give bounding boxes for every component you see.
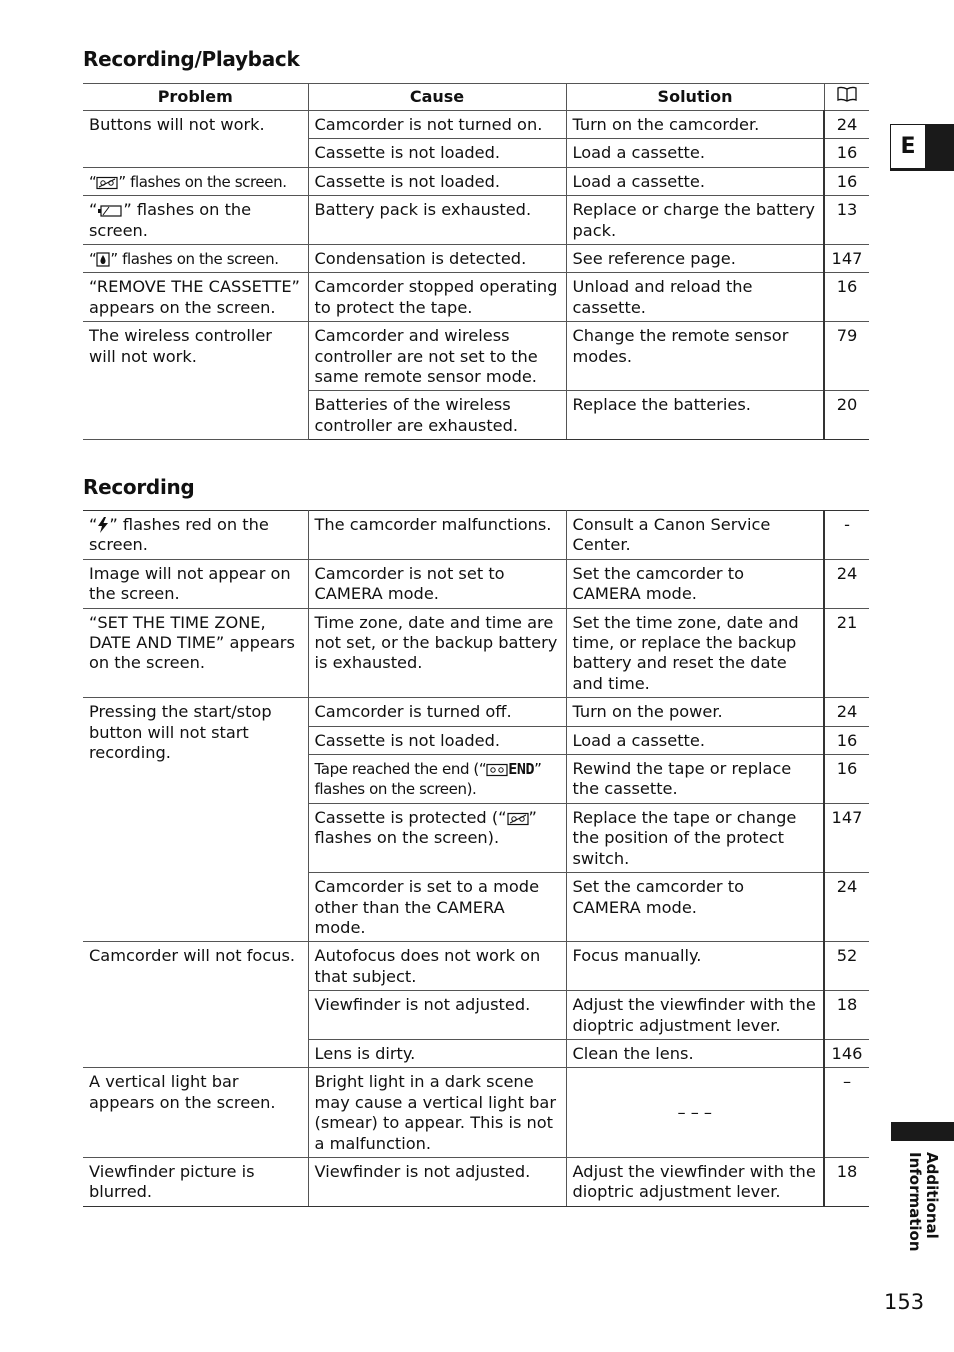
section-tab-bar — [891, 1122, 954, 1141]
cassette-icon — [486, 763, 508, 777]
cause-cell: Autofocus does not work on that subject. — [308, 942, 566, 991]
table-row — [83, 511, 869, 560]
problem-cell: “SET THE TIME ZONE, DATE AND TIME” appears on the screen. — [83, 608, 308, 698]
table-row — [83, 322, 869, 391]
solution-cell: See reference page. — [566, 245, 824, 273]
cause-cell: Batteries of the wireless controller are exhausted. — [308, 391, 566, 440]
header-cause: Cause — [308, 84, 566, 111]
page-number: 153 — [884, 1290, 925, 1314]
page-cell: 24 — [824, 111, 869, 139]
cause-cell: Battery pack is exhausted. — [308, 196, 566, 245]
recording-table — [83, 510, 869, 1207]
problem-cell — [83, 511, 308, 560]
cause-cell: Camcorder is not turned on. — [308, 111, 566, 139]
book-icon — [836, 86, 858, 102]
solution-cell: Set the camcorder to CAMERA mode. — [566, 873, 824, 942]
problem-cell — [83, 245, 308, 273]
problem-cell: Viewfinder picture is blurred. — [83, 1157, 308, 1206]
table-row — [83, 1068, 869, 1158]
solution-cell: Replace the tape or change the position of the protect switch. — [566, 803, 824, 872]
cause-cell: Condensation is detected. — [308, 245, 566, 273]
page-cell: 79 — [824, 322, 869, 391]
header-page — [824, 84, 869, 111]
page-cell: 24 — [824, 559, 869, 608]
cause-cell — [308, 755, 566, 804]
problem-cell: Camcorder will not focus. — [83, 942, 308, 1068]
cause-cell: Cassette is not loaded. — [308, 139, 566, 167]
condensation-icon — [96, 252, 110, 267]
page-cell: 16 — [824, 273, 869, 322]
table-row — [83, 698, 869, 726]
problem-cell: The wireless controller will not work. — [83, 322, 308, 440]
table-row — [83, 1157, 869, 1206]
section-title-recording: Recording — [83, 475, 195, 499]
page-cell: 20 — [824, 391, 869, 440]
cause-text-post: ” flashes on the screen). — [314, 807, 537, 848]
table-row — [83, 196, 869, 245]
problem-text-post: ” flashes red on the screen. — [89, 515, 269, 555]
problem-text-pre: “ — [89, 172, 97, 191]
page-cell: 52 — [824, 942, 869, 991]
table-row — [83, 111, 869, 139]
header-solution: Solution — [566, 84, 824, 111]
problem-cell: “REMOVE THE CASSETTE” appears on the screen. — [83, 273, 308, 322]
solution-cell: Clean the lens. — [566, 1039, 824, 1067]
solution-cell: Load a cassette. — [566, 167, 824, 195]
end-indicator: END — [508, 760, 535, 779]
solution-cell: Adjust the viewfinder with the dioptric adjustment lever. — [566, 991, 824, 1040]
solution-cell: Load a cassette. — [566, 139, 824, 167]
cause-cell: Lens is dirty. — [308, 1039, 566, 1067]
page-cell: 24 — [824, 698, 869, 726]
table-row — [83, 942, 869, 991]
page-cell: 147 — [824, 245, 869, 273]
page-cell: 18 — [824, 1157, 869, 1206]
cause-cell: Viewfinder is not adjusted. — [308, 991, 566, 1040]
solution-cell: Turn on the power. — [566, 698, 824, 726]
solution-cell: Unload and reload the cassette. — [566, 273, 824, 322]
solution-cell: Load a cassette. — [566, 726, 824, 754]
cause-text-pre: Tape reached the end (“ — [314, 760, 487, 779]
problem-cell: Pressing the start/stop button will not start recording. — [83, 698, 308, 942]
cause-cell: Camcorder is turned off. — [308, 698, 566, 726]
cause-text-pre: Cassette is protected (“ — [314, 807, 507, 827]
problem-text-pre: “ — [89, 515, 98, 534]
problem-cell — [83, 196, 308, 245]
solution-cell: – – – — [566, 1068, 824, 1158]
cause-text-post: ” flashes on the screen). — [314, 760, 542, 799]
page-cell: 16 — [824, 726, 869, 754]
page-cell: 16 — [824, 755, 869, 804]
page-cell: - — [824, 511, 869, 560]
solution-cell: Set the time zone, date and time, or replace the backup battery and reset the date and time. — [566, 608, 824, 698]
lightning-icon — [97, 517, 109, 533]
solution-cell: Rewind the tape or replace the cassette. — [566, 755, 824, 804]
cause-cell: Camcorder and wireless controller are not set to the same remote sensor mode. — [308, 322, 566, 391]
table-header-row — [83, 84, 869, 111]
table-row — [83, 608, 869, 698]
problem-cell — [83, 167, 308, 195]
section-tab-label: Additional Information — [906, 1152, 941, 1252]
cause-cell: Camcorder is set to a mode other than the CAMERA mode. — [308, 873, 566, 942]
problem-text-post: ” flashes on the screen. — [118, 172, 287, 191]
solution-cell: Change the remote sensor modes. — [566, 322, 824, 391]
solution-cell: Replace or charge the battery pack. — [566, 196, 824, 245]
page-cell: 13 — [824, 196, 869, 245]
problem-text-pre: “ — [89, 250, 97, 269]
solution-cell: Focus manually. — [566, 942, 824, 991]
solution-cell: Consult a Canon Service Center. — [566, 511, 824, 560]
problem-cell: Buttons will not work. — [83, 111, 308, 168]
problem-text-post: ” flashes on the screen. — [89, 200, 252, 240]
table-row — [83, 273, 869, 322]
solution-cell: Replace the batteries. — [566, 391, 824, 440]
language-tab-letter: E — [890, 124, 926, 169]
page-cell: 18 — [824, 991, 869, 1040]
problem-cell: Image will not appear on the screen. — [83, 559, 308, 608]
page-cell: – — [824, 1068, 869, 1158]
cassette-icon — [96, 176, 118, 190]
page-cell: 147 — [824, 803, 869, 872]
page-cell: 16 — [824, 139, 869, 167]
cause-cell: Cassette is not loaded. — [308, 726, 566, 754]
table-row — [83, 559, 869, 608]
cause-cell — [308, 803, 566, 872]
solution-cell: Turn on the camcorder. — [566, 111, 824, 139]
recording-playback-table — [83, 83, 869, 440]
page-cell: 16 — [824, 167, 869, 195]
page-cell: 146 — [824, 1039, 869, 1067]
problem-text-pre: “ — [89, 200, 98, 220]
table-row — [83, 167, 869, 195]
problem-cell: A vertical light bar appears on the screen. — [83, 1068, 308, 1158]
solution-cell: Adjust the viewfinder with the dioptric adjustment lever. — [566, 1157, 824, 1206]
cause-cell: Bright light in a dark scene may cause a vertical light bar (smear) to appear. This is not a malfunction. — [308, 1068, 566, 1158]
cassette-icon — [507, 812, 529, 826]
cause-cell: The camcorder malfunctions. — [308, 511, 566, 560]
solution-cell: Set the camcorder to CAMERA mode. — [566, 559, 824, 608]
cause-cell: Camcorder is not set to CAMERA mode. — [308, 559, 566, 608]
cause-cell: Camcorder stopped operating to protect the tape. — [308, 273, 566, 322]
cause-cell: Cassette is not loaded. — [308, 167, 566, 195]
table-row — [83, 245, 869, 273]
section-title-recording-playback: Recording/Playback — [83, 47, 300, 71]
problem-text-post: ” flashes on the screen. — [110, 250, 279, 269]
page-cell: 24 — [824, 873, 869, 942]
cause-cell: Time zone, date and time are not set, or the backup battery is exhausted. — [308, 608, 566, 698]
battery-icon — [97, 204, 123, 218]
page-cell: 21 — [824, 608, 869, 698]
cause-cell: Viewfinder is not adjusted. — [308, 1157, 566, 1206]
header-problem: Problem — [83, 84, 308, 111]
